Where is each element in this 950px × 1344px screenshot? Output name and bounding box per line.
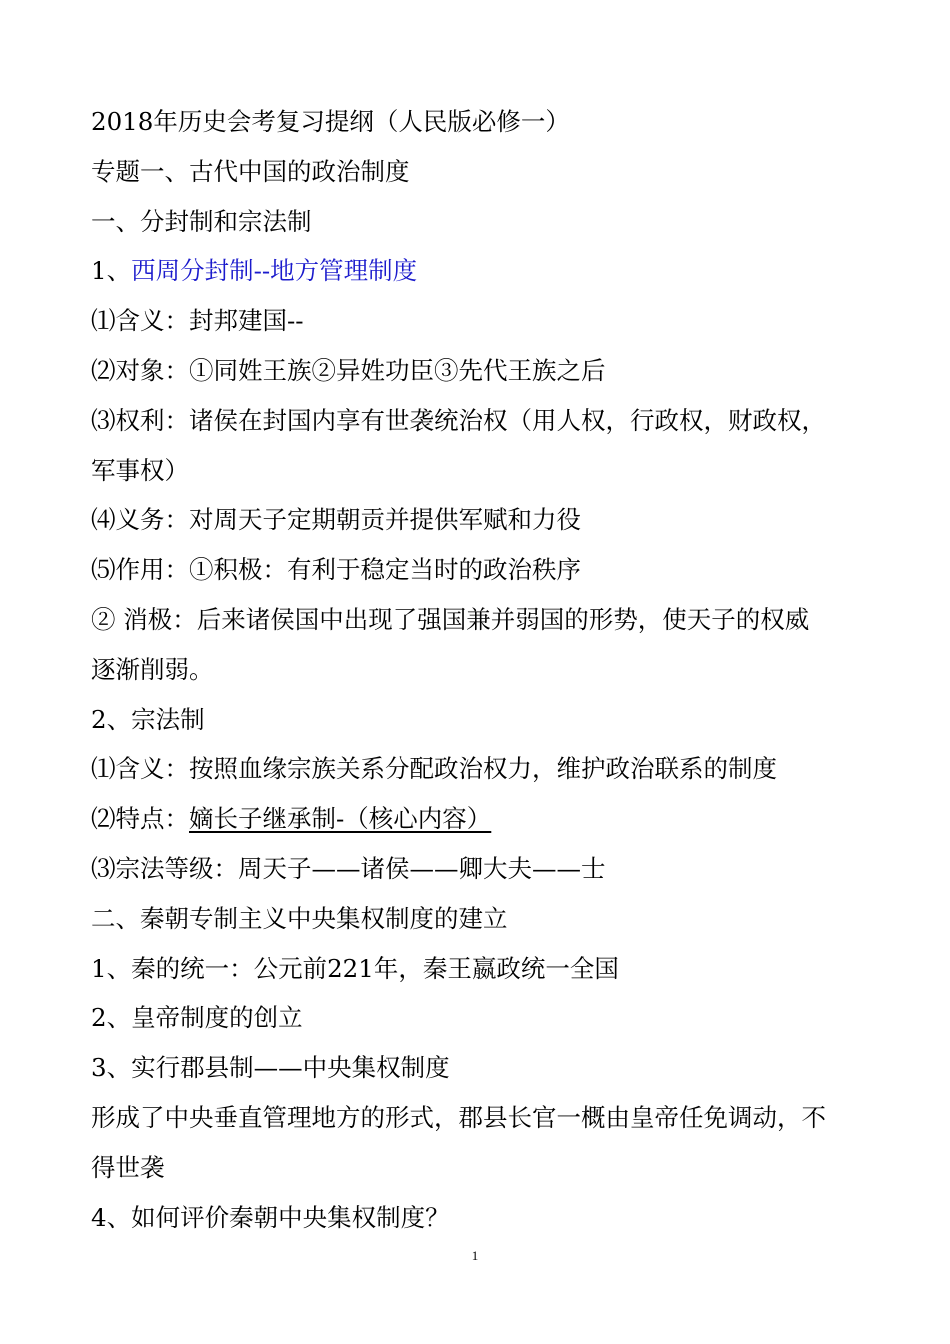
underlined-text: 嫡长子继承制-（核心内容） (189, 804, 492, 834)
document-body (91, 97, 891, 1242)
text-line: 3、实行郡县制——中央集权制度 (91, 1053, 450, 1083)
section-heading: 二、秦朝专制主义中央集权制度的建立 (91, 903, 508, 933)
subsection-heading (91, 246, 891, 296)
text-line: 4、如何评价秦朝中央集权制度？ (91, 1202, 450, 1232)
line-prefix: ⑵特点： (91, 804, 189, 834)
text-line (91, 794, 891, 844)
text-line: ⑴含义：按照血缘宗族关系分配政治权力，维护政治联系的制度 (91, 754, 777, 784)
text-line: ② 消极：后来诸侯国中出现了强国兼并弱国的形势，使天子的权威 (91, 604, 810, 634)
text-line: ⑶宗法等级：周天子——诸侯——卿大夫——士 (91, 853, 606, 883)
subsection-heading: 2、宗法制 (91, 704, 205, 734)
section-heading: 一、分封制和宗法制 (91, 206, 312, 236)
text-line: 1、秦的统一：公元前221年，秦王嬴政统一全国 (91, 953, 619, 983)
text-line: 逐渐削弱。 (91, 654, 214, 684)
text-line: ⑵对象：①同姓王族②异姓功臣③先代王族之后 (91, 355, 606, 385)
text-line: ⑴含义：封邦建国-- (91, 306, 304, 336)
text-line: ⑷义务：对周天子定期朝贡并提供军赋和力役 (91, 505, 581, 535)
list-number: 1、 (91, 256, 132, 286)
highlighted-text: 西周分封制--地方管理制度 (131, 256, 418, 286)
text-line: 得世袭 (91, 1152, 165, 1182)
text-line: ⑸作用：①积极：有利于稳定当时的政治秩序 (91, 555, 581, 585)
text-line: 专题一、古代中国的政治制度 (91, 156, 410, 186)
text-line: ⑶权利：诸侯在封国内享有世袭统治权（用人权，行政权，财政权， (91, 405, 826, 435)
page-number: 1 (471, 1248, 479, 1263)
text-line: 2、皇帝制度的创立 (91, 1003, 303, 1033)
text-line: 形成了中央垂直管理地方的形式，郡县长官一概由皇帝任免调动，不 (91, 1102, 826, 1132)
document-title: 2018年历史会考复习提纲（人民版必修一） (91, 107, 570, 136)
text-line: 军事权） (91, 455, 189, 485)
